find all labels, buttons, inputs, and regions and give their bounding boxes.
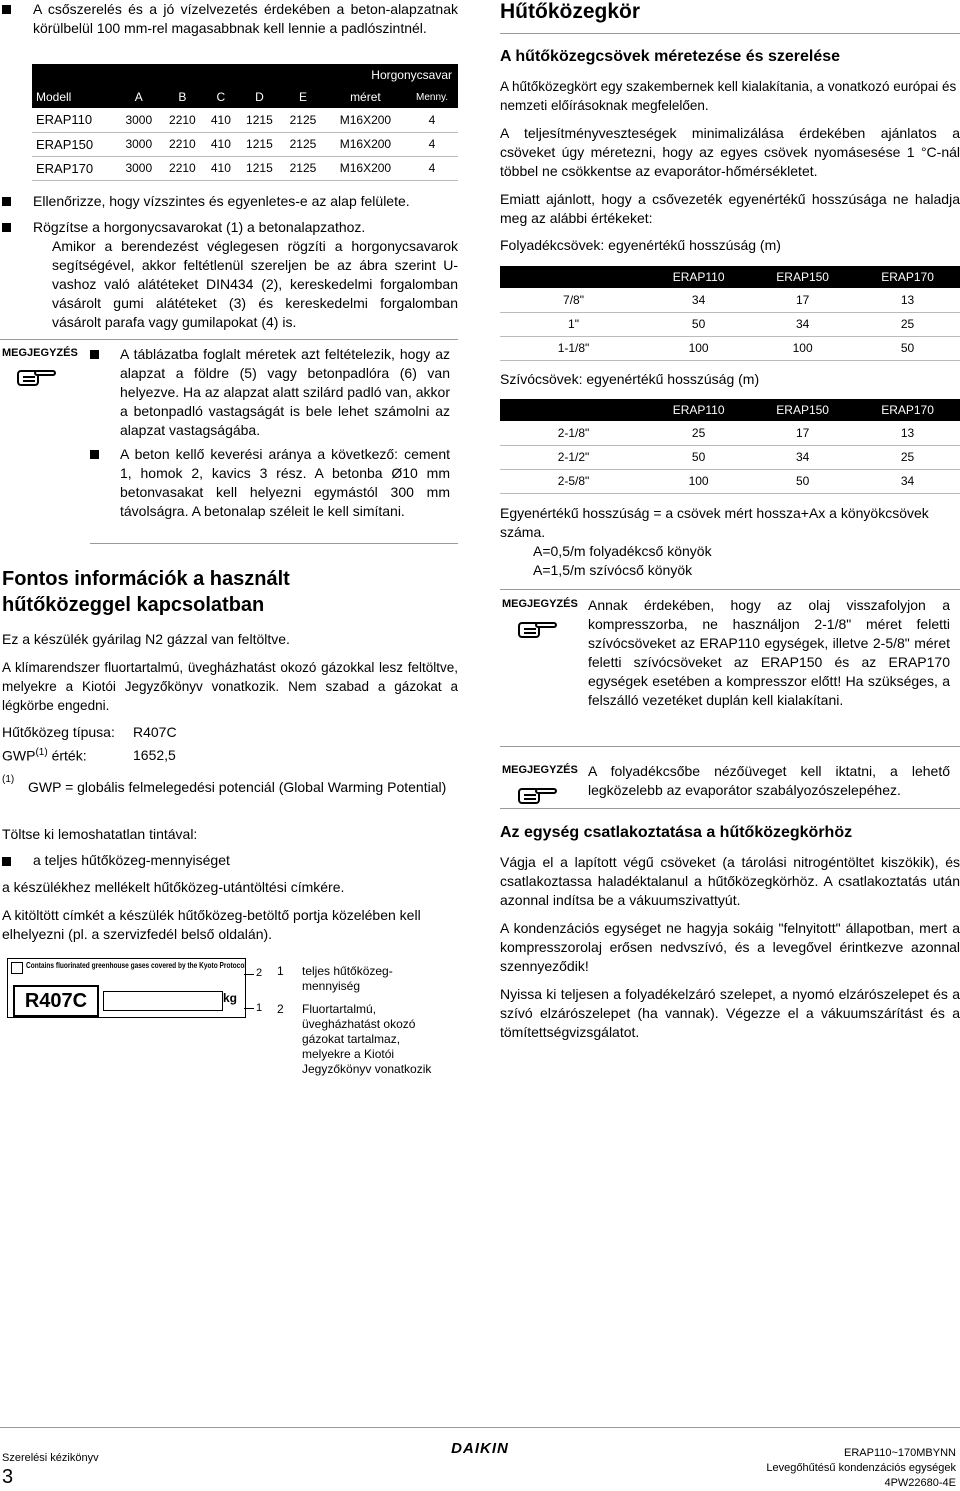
section-title: Hűtőközegkör	[500, 0, 641, 23]
anchor-detail-text: Amikor a berendezést véglegesen rögzíti a horgonycsavarok segítségével, akkor feltétlenül szereljen be az ábra szerint U-vashoz való alátéteket DIN434 (2), kereskedelmi forgalomban vásárolt gumi alátéteket (3) és kereskedelmi forgalomban vásárolt parafa vagy gumilapokat (4) is.	[52, 238, 458, 330]
anchor-bolt-text: Rögzítse a horgonycsavarokat (1) a betonalapzathoz.	[33, 219, 366, 235]
table-cell: 100	[647, 336, 750, 360]
suction-pipe-table	[500, 399, 960, 494]
table-cell: 410	[204, 108, 237, 132]
gwp-suffix: érték:	[47, 747, 87, 764]
table-cell: 1215	[238, 132, 282, 156]
factory-fill-text: Ez a készülék gyárilag N2 gázzal van feltöltve.	[2, 631, 290, 647]
table-cell: 25	[647, 421, 750, 445]
table-cell: 34	[647, 288, 750, 312]
col-header	[500, 266, 647, 288]
table-cell: 1215	[238, 156, 282, 180]
bullet-marker	[2, 223, 11, 232]
table-cell: 13	[855, 288, 960, 312]
col-header: ERAP170	[855, 266, 960, 288]
table-row	[32, 108, 458, 132]
table-cell: 410	[204, 132, 237, 156]
liquid-pipe-table	[500, 266, 960, 361]
fluor-text: A klímarendszer fluortartalmú, üvegházhatást okozó gázokkal lesz feltöltve, melyekre a Kiotói Jegyzőkönyv vonatkozik. Nem szabad a gázokat a légkörbe engedni.	[2, 660, 458, 713]
gwp-label: GWP	[2, 747, 36, 764]
bullet-marker	[90, 350, 99, 359]
col-header: A	[117, 86, 161, 108]
note-text: Annak érdekében, hogy az olaj visszafolyjon a kompresszorba, ne használjon 2-1/8" méret feletti szívócsöveket az ERAP110 egységek, illetve 2-5/8" méret feletti szívócsöveket az ERAP150 és az ERAP170 egységek esetében a kompresszor előtt! Ha szükséges, a felszálló vezetéket duplán kell kialakítani.	[588, 597, 950, 708]
a-liquid-text: A=0,5/m folyadékcső könyök	[533, 543, 712, 559]
table-cell: M16X200	[325, 156, 406, 180]
col-header: ERAP110	[647, 266, 750, 288]
col-header: B	[161, 86, 205, 108]
col-header: C	[204, 86, 237, 108]
refrigerant-code: R407C	[13, 985, 99, 1017]
divider	[0, 339, 458, 340]
table-cell: 25	[855, 312, 960, 336]
legend-number: 2	[277, 1002, 284, 1016]
paragraph: Emiatt ajánlott, hogy a csővezeték egyenértékű hosszúsága ne haladja meg az alábbi értékeket:	[500, 191, 960, 226]
daikin-logo: DAIKIN	[451, 1440, 509, 1457]
gwp-value: 1652,5	[133, 747, 176, 763]
table-cell: 7/8"	[500, 288, 647, 312]
label-header: Contains fluorinated greenhouse gases covered by the Kyoto Protocol	[26, 961, 247, 970]
paragraph: A teljesítményveszteségek minimalizálása érdekében ajánlatos a csöveket úgy méretezni, hogy az egyes csövek nyomásesése 1 °C-nál többel ne csökkentse az evaporátor-hőmérsékletet.	[500, 125, 960, 179]
bullet-marker	[2, 857, 11, 866]
footnote-text: GWP = globális felmelegedési potenciál (Global Warming Potential)	[28, 779, 447, 795]
table-cell: 2125	[281, 108, 325, 132]
table-cell: ERAP150	[32, 132, 117, 156]
footer-doc-number: 4PW22680-4E	[884, 1477, 956, 1489]
table-cell: 410	[204, 156, 237, 180]
table-cell: 2210	[161, 132, 205, 156]
pointing-hand-icon	[17, 365, 57, 389]
note-item: A beton kellő keverési aránya a következő: cement 1, homok 2, kavics 3 rész. A betonba Ø10 mm betonvasakat kell helyezni egymástól 300 mm távolságra. A betonalap széleit le kell simítani.	[120, 446, 450, 519]
refrigerant-type-value: R407C	[133, 724, 177, 740]
col-header: ERAP110	[647, 399, 750, 421]
table-row	[500, 421, 960, 445]
footer-model: ERAP110~170MBYNN	[844, 1447, 956, 1459]
intro-paragraph: A csőszerelés és a jó vízelvezetés érdekében a beton-alapzatnak körülbelül 100 mm-rel magasabbnak kell lennie a padlószintnél.	[33, 1, 458, 36]
table-cell: 50	[647, 445, 750, 469]
table-cell: 34	[750, 445, 855, 469]
table-cell: 2-1/8"	[500, 421, 647, 445]
col-header: E	[281, 86, 325, 108]
table-cell: 4	[406, 108, 458, 132]
divider	[500, 808, 960, 809]
gwp-row	[2, 747, 302, 764]
table-cell: 100	[750, 336, 855, 360]
pointing-hand-icon	[518, 617, 558, 641]
refrigerant-label-image	[7, 958, 246, 1018]
col-header: ERAP150	[750, 399, 855, 421]
table-row	[32, 132, 458, 156]
note-text: A folyadékcsőbe nézőüveget kell iktatni, a lehető legközelebb az evaporátor szabályozószelepéhez.	[588, 763, 950, 798]
suction-table-caption: Szívócsövek: egyenértékű hosszúság (m)	[500, 371, 760, 387]
legend-text: Fluortartalmú, üvegházhatást okozó gázokat tartalmaz, melyekre a Kiotói Jegyzőkönyv vonatkozik	[302, 1002, 432, 1076]
liquid-table-caption: Folyadékcsövek: egyenértékű hosszúság (m)	[500, 237, 781, 253]
col-header: D	[238, 86, 282, 108]
legend-text: teljes hűtőközeg-mennyiség	[302, 964, 393, 993]
unit-label: kg	[223, 991, 238, 1005]
col-header: méret	[325, 86, 406, 108]
bullet-marker	[2, 197, 11, 206]
amount-field	[103, 991, 223, 1011]
table-row	[500, 336, 960, 360]
table-cell: 34	[750, 312, 855, 336]
table-cell: 1-1/8"	[500, 336, 647, 360]
checkbox-icon	[11, 962, 23, 974]
table-cell: 1215	[238, 108, 282, 132]
note-label: MEGJEGYZÉS	[502, 764, 578, 776]
col-header	[500, 399, 647, 421]
bullet-marker	[90, 450, 99, 459]
gwp-footnote-ref: (1)	[35, 747, 48, 758]
table-cell: ERAP170	[32, 156, 117, 180]
table-cell: 1"	[500, 312, 647, 336]
anchor-bolt-header: Horgonycsavar	[325, 64, 458, 86]
table-row	[32, 156, 458, 180]
label-placement-text: A kitöltött címkét a készülék hűtőközeg-betöltő portja közelében kell elhelyezni (pl. a szervizfedél belső oldalán).	[2, 907, 421, 942]
equivalent-length-text: Egyenértékű hosszúság = a csövek mért hossza+Ax a könyökcsövek száma.	[500, 505, 929, 540]
col-header: Menny.	[406, 86, 458, 108]
table-cell: 2-5/8"	[500, 469, 647, 493]
table-cell: 34	[855, 469, 960, 493]
footer-divider	[0, 1427, 960, 1428]
table-row	[500, 312, 960, 336]
level-check-text: Ellenőrizze, hogy vízszintes és egyenletes-e az alap felülete.	[33, 193, 410, 209]
col-header: Modell	[32, 86, 117, 108]
divider	[500, 589, 960, 590]
table-cell: 2210	[161, 156, 205, 180]
footer-manual: Szerelési kézikönyv	[2, 1452, 99, 1464]
pointing-hand-icon	[518, 783, 558, 807]
table-cell: 13	[855, 421, 960, 445]
table-cell: M16X200	[325, 108, 406, 132]
a-suction-text: A=1,5/m szívócső könyök	[533, 562, 693, 578]
table-row	[500, 288, 960, 312]
table-cell: 2125	[281, 132, 325, 156]
note-label: MEGJEGYZÉS	[502, 598, 578, 610]
table-cell: 2-1/2"	[500, 445, 647, 469]
table-cell: 100	[647, 469, 750, 493]
legend-number: 1	[277, 964, 284, 978]
footnote-mark: (1)	[2, 774, 15, 785]
table-cell: 3000	[117, 156, 161, 180]
foundation-dimension-table	[32, 64, 458, 181]
table-cell: 17	[750, 288, 855, 312]
table-cell: 2210	[161, 108, 205, 132]
callout-line	[244, 974, 254, 975]
subsection-title: A hűtőközegcsövek méretezése és szerelése	[500, 48, 841, 65]
fill-bullet-text: a teljes hűtőközeg-mennyiséget	[33, 852, 230, 868]
note-label: MEGJEGYZÉS	[2, 347, 78, 359]
subsection-title: Az egység csatlakoztatása a hűtőközegkörhöz	[500, 824, 853, 841]
table-row	[500, 469, 960, 493]
bullet-marker	[2, 5, 11, 14]
table-cell: 4	[406, 156, 458, 180]
label-text: a készülékhez mellékelt hűtőközeg-utántöltési címkére.	[2, 879, 345, 895]
table-cell: 50	[750, 469, 855, 493]
divider	[500, 33, 960, 34]
paragraph: A hűtőközegkört egy szakembernek kell kialakítania, a vonatkozó európai és nemzeti előírásoknak megfelelően.	[500, 79, 957, 113]
table-row	[500, 445, 960, 469]
section-title: Fontos információk a használt hűtőközeggel kapcsolatban	[2, 568, 290, 616]
table-cell: 4	[406, 132, 458, 156]
divider	[500, 746, 960, 747]
footer-page-number: 3	[2, 1466, 14, 1488]
divider	[90, 543, 458, 544]
col-header: ERAP170	[855, 399, 960, 421]
table-cell: 17	[750, 421, 855, 445]
refrigerant-type-row	[2, 724, 177, 740]
fill-in-text: Töltse ki lemoshatatlan tintával:	[2, 826, 198, 842]
paragraph: Vágja el a lapított végű csöveket (a tárolási nitrogéntöltet kiszökik), és csatlakoztassa haladéktalanul a hűtőközegkörhöz. A csatlakoztatás után azonnal indítsa be a vákuumszivattyút.	[500, 854, 960, 908]
table-cell: 3000	[117, 108, 161, 132]
table-cell: 2125	[281, 156, 325, 180]
callout-number: 2	[256, 967, 263, 979]
footer-description: Levegőhűtésű kondenzációs egységek	[766, 1462, 956, 1474]
table-cell: 25	[855, 445, 960, 469]
callout-line	[244, 1008, 254, 1009]
table-cell: 50	[647, 312, 750, 336]
table-cell: 50	[855, 336, 960, 360]
refrigerant-type-label: Hűtőközeg típusa:	[2, 724, 115, 740]
paragraph: A kondenzációs egységet ne hagyja sokáig "felnyitott" állapotban, mert a kompresszorolaj erősen nedvszívó, és a levegővel érintkezve azonnal szennyeződik!	[500, 920, 960, 974]
col-header: ERAP150	[750, 266, 855, 288]
paragraph: Nyissa ki teljesen a folyadékelzáró szelepet, a nyomó elzárószelepet és a szívó elzárószelepet (ha vannak). Végezze el a vákuumszárítást és a tömítettségvizsgálatot.	[500, 986, 960, 1040]
table-cell: 3000	[117, 132, 161, 156]
note-item: A táblázatba foglalt méretek azt feltételezik, hogy az alapzat a földre (5) vagy betonpadlóra (6) van helyezve. Ha az alapzat alatt szilárd padló van, akkor a betonpadló vastagságát is bele lehet számolni az alapzat vastagságába.	[120, 346, 450, 438]
callout-number: 1	[256, 1002, 263, 1014]
table-cell: ERAP110	[32, 108, 117, 132]
table-cell: M16X200	[325, 132, 406, 156]
footer-right	[766, 1446, 956, 1491]
